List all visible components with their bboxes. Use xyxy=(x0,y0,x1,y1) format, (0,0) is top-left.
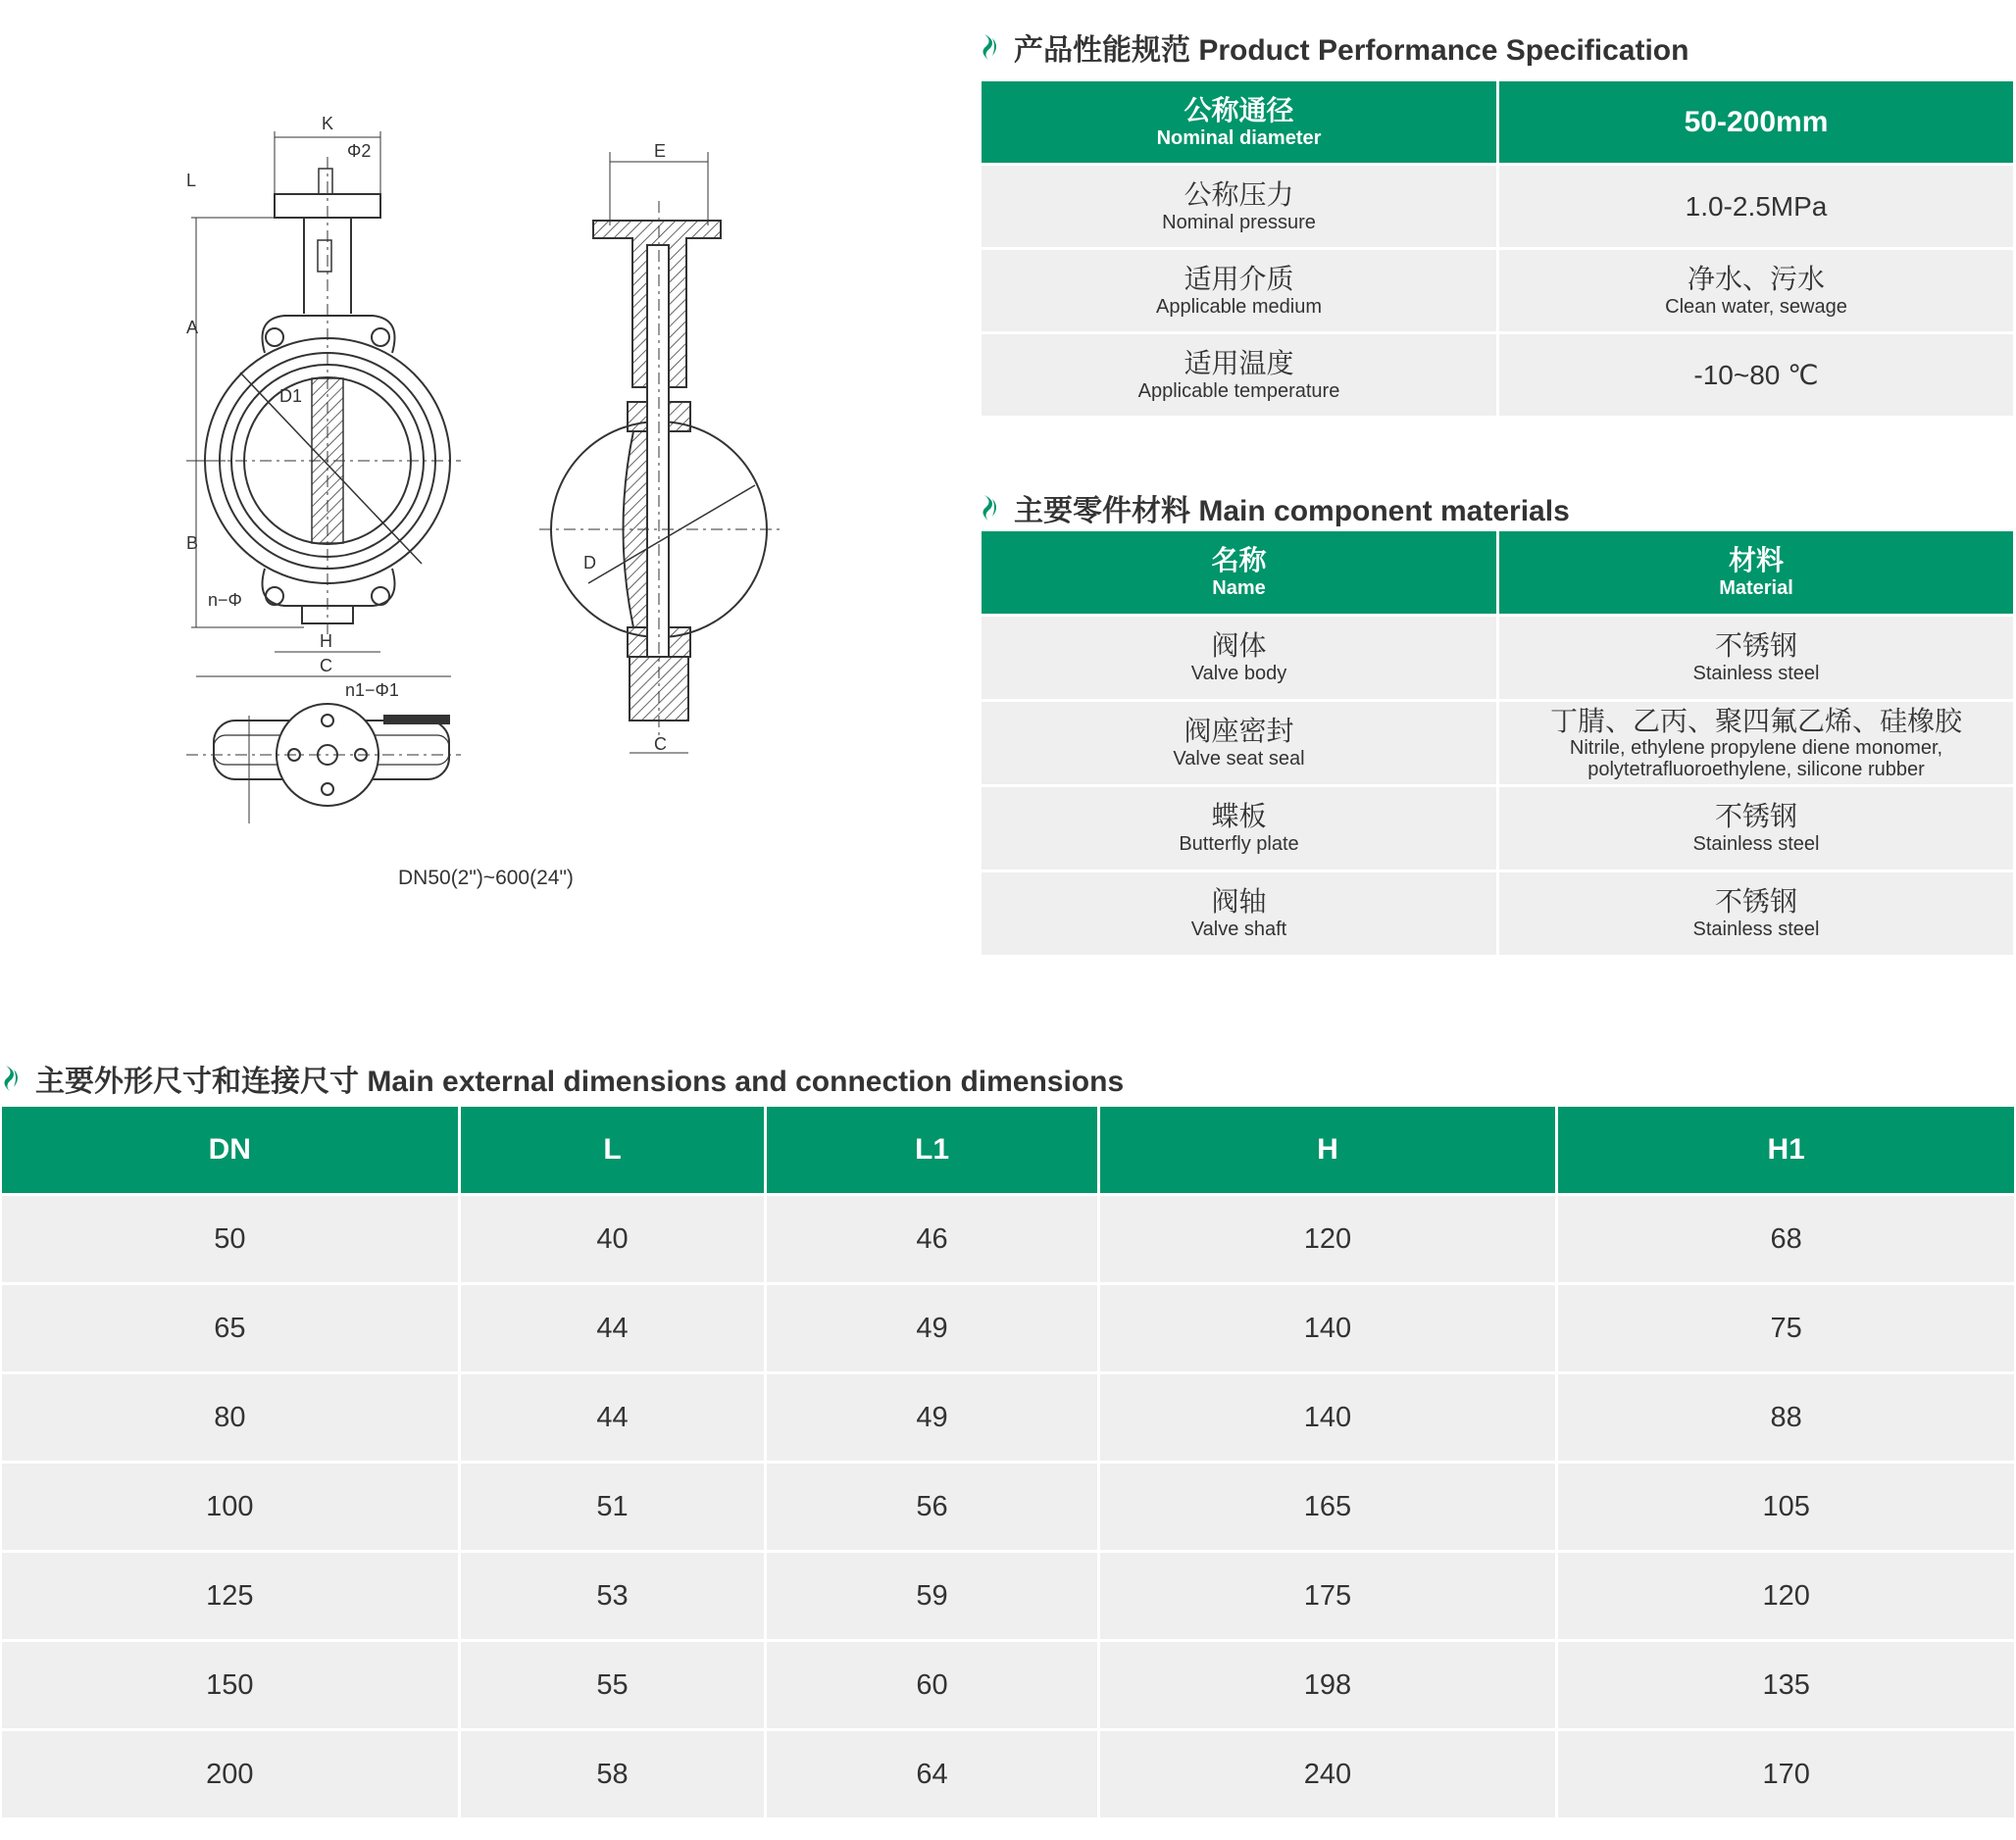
table-cell: 65 xyxy=(2,1285,458,1371)
table-cell: 51 xyxy=(461,1464,765,1550)
drawing-caption: DN50(2")~600(24") xyxy=(398,867,574,889)
cell-en: Valve body xyxy=(1190,663,1287,684)
materials-title-text: 主要零件材料 Main component materials xyxy=(1014,495,1570,527)
table-cell: 140 xyxy=(1100,1285,1556,1371)
table-header-cell xyxy=(982,531,1496,614)
table-cell: 80 xyxy=(2,1374,458,1461)
cell-en: Stainless steel xyxy=(1692,919,1820,940)
table-cell xyxy=(1499,250,2013,331)
table-cell: 125 xyxy=(2,1553,458,1639)
table-cell xyxy=(982,166,1496,247)
table-cell xyxy=(982,872,1496,955)
table-cell: 40 xyxy=(461,1196,765,1282)
table-row xyxy=(982,166,2013,247)
side-view xyxy=(539,152,780,753)
table-cell: 55 xyxy=(461,1642,765,1728)
cell-zh: 阀体 xyxy=(1211,630,1267,661)
table-cell xyxy=(1499,787,2013,870)
header-zh: 公称通径 xyxy=(1184,94,1294,125)
table-cell: 140 xyxy=(1100,1374,1556,1461)
table-row xyxy=(982,872,2013,955)
table-cell: 240 xyxy=(1100,1731,1556,1817)
label-L: L xyxy=(186,171,197,190)
spec-title-text: 产品性能规范 Product Performance Specification xyxy=(1014,34,1689,67)
valve-technical-drawing xyxy=(167,108,794,843)
cell-en: Butterfly plate xyxy=(1179,833,1299,855)
table-cell: 75 xyxy=(1558,1285,2014,1371)
table-row xyxy=(982,250,2013,331)
table-cell xyxy=(1499,334,2013,416)
table-cell: 60 xyxy=(767,1642,1096,1728)
cell-en: Valve shaft xyxy=(1190,919,1287,940)
table-cell: 150 xyxy=(2,1642,458,1728)
leaf-icon xyxy=(981,493,1000,522)
label-B: B xyxy=(186,533,199,553)
table-cell: 50 xyxy=(2,1196,458,1282)
cell-value-zh: 净水、污水 xyxy=(1687,263,1825,294)
table-row xyxy=(2,1553,2014,1639)
dimensions-section-title xyxy=(2,1057,1124,1100)
cell-en: Stainless steel xyxy=(1692,663,1820,684)
table-cell: 58 xyxy=(461,1731,765,1817)
label-K: K xyxy=(322,114,334,133)
label-C2: C xyxy=(654,734,667,754)
table-row xyxy=(2,1285,2014,1371)
cell-zh: 公称压力 xyxy=(1184,178,1294,210)
table-cell: 120 xyxy=(1100,1196,1556,1282)
table-row xyxy=(982,702,2013,784)
table-cell xyxy=(1499,617,2013,699)
table-header-cell xyxy=(1499,531,2013,614)
header-value: 50-200mm xyxy=(1684,105,1829,138)
table-cell xyxy=(1499,702,2013,784)
leaf-icon xyxy=(2,1064,22,1093)
cell-zh: 不锈钢 xyxy=(1714,630,1797,661)
table-cell: 59 xyxy=(767,1553,1096,1639)
table-cell: 68 xyxy=(1558,1196,2014,1282)
cell-zh: 蝶板 xyxy=(1211,801,1267,831)
column-header: DN xyxy=(2,1107,458,1193)
table-cell: 105 xyxy=(1558,1464,2014,1550)
dimensions-title-text: 主要外形尺寸和连接尺寸 Main external dimensions and connection dimensions xyxy=(35,1066,1125,1098)
label-D: D xyxy=(583,553,596,572)
table-cell: 165 xyxy=(1100,1464,1556,1550)
table-cell xyxy=(982,250,1496,331)
table-row xyxy=(2,1464,2014,1550)
cell-en: Stainless steel xyxy=(1692,833,1820,855)
cell-zh: 阀座密封 xyxy=(1184,716,1294,746)
table-cell: 64 xyxy=(767,1731,1096,1817)
table-cell: 200 xyxy=(2,1731,458,1817)
table-cell: 56 xyxy=(767,1464,1096,1550)
column-header: H1 xyxy=(1558,1107,2014,1193)
table-cell: 44 xyxy=(461,1374,765,1461)
table-cell: 198 xyxy=(1100,1642,1556,1728)
cell-en: Nitrile, ethylene propylene diene monomer, polytetrafluoroethylene, silicone rubber xyxy=(1569,737,1943,780)
label-C: C xyxy=(320,656,332,675)
header-zh: 材料 xyxy=(1728,545,1784,575)
table-row xyxy=(982,334,2013,416)
table-cell: 46 xyxy=(767,1196,1096,1282)
label-E: E xyxy=(654,141,667,161)
cell-value: -10~80 ℃ xyxy=(1693,360,1819,390)
column-header: L xyxy=(461,1107,765,1193)
cell-en: Nominal pressure xyxy=(1162,211,1316,233)
table-cell xyxy=(1499,166,2013,247)
table-header-cell xyxy=(982,81,1496,163)
cell-zh: 阀轴 xyxy=(1211,886,1267,917)
table-cell: 49 xyxy=(767,1374,1096,1461)
cell-en: Applicable medium xyxy=(1156,295,1322,318)
header-en: Name xyxy=(1212,577,1266,599)
table-row xyxy=(2,1374,2014,1461)
table-cell xyxy=(1499,872,2013,955)
table-cell: 53 xyxy=(461,1553,765,1639)
table-row xyxy=(982,81,2013,163)
table-cell xyxy=(982,334,1496,416)
table-cell: 88 xyxy=(1558,1374,2014,1461)
table-header-cell xyxy=(1499,81,2013,163)
leaf-icon xyxy=(981,32,1000,62)
table-cell: 175 xyxy=(1100,1553,1556,1639)
header-en: Material xyxy=(1719,577,1793,599)
table-cell xyxy=(982,787,1496,870)
table-cell: 120 xyxy=(1558,1553,2014,1639)
table-cell xyxy=(982,702,1496,784)
table-cell xyxy=(982,617,1496,699)
table-row xyxy=(2,1731,2014,1817)
header-en: Nominal diameter xyxy=(1156,126,1322,149)
table-row xyxy=(982,531,2013,614)
column-header: H xyxy=(1100,1107,1556,1193)
cell-en: Valve seat seal xyxy=(1173,748,1305,770)
label-D1: D1 xyxy=(279,386,303,406)
cell-zh: 丁腈、乙丙、聚四氟乙烯、硅橡胶 xyxy=(1549,706,1962,736)
table-row xyxy=(2,1107,2014,1193)
cell-value-en: Clean water, sewage xyxy=(1665,295,1847,318)
label-n1-phi1: n1−Φ1 xyxy=(345,680,399,700)
cell-zh: 不锈钢 xyxy=(1714,886,1797,917)
cell-zh: 不锈钢 xyxy=(1714,801,1797,831)
label-phi2: Φ2 xyxy=(347,141,372,161)
materials-table xyxy=(979,528,2016,958)
table-row xyxy=(982,617,2013,699)
spec-table xyxy=(979,78,2016,419)
cell-zh: 适用温度 xyxy=(1184,347,1294,378)
table-cell: 44 xyxy=(461,1285,765,1371)
bottom-view xyxy=(186,704,461,823)
table-row xyxy=(2,1196,2014,1282)
table-row xyxy=(2,1642,2014,1728)
materials-section-title xyxy=(981,486,1570,529)
table-cell: 100 xyxy=(2,1464,458,1550)
cell-value: 1.0-2.5MPa xyxy=(1685,190,1828,222)
dimensions-table xyxy=(0,1104,2016,1820)
header-zh: 名称 xyxy=(1211,545,1267,575)
spec-section-title xyxy=(981,25,1688,69)
label-A: A xyxy=(186,318,199,337)
label-n-phi: n−Φ xyxy=(208,590,242,610)
cell-en: Applicable temperature xyxy=(1137,379,1340,402)
label-H: H xyxy=(320,631,332,651)
column-header: L1 xyxy=(767,1107,1096,1193)
table-cell: 170 xyxy=(1558,1731,2014,1817)
table-cell: 135 xyxy=(1558,1642,2014,1728)
table-cell: 49 xyxy=(767,1285,1096,1371)
cell-zh: 适用介质 xyxy=(1184,263,1294,294)
table-row xyxy=(982,787,2013,870)
